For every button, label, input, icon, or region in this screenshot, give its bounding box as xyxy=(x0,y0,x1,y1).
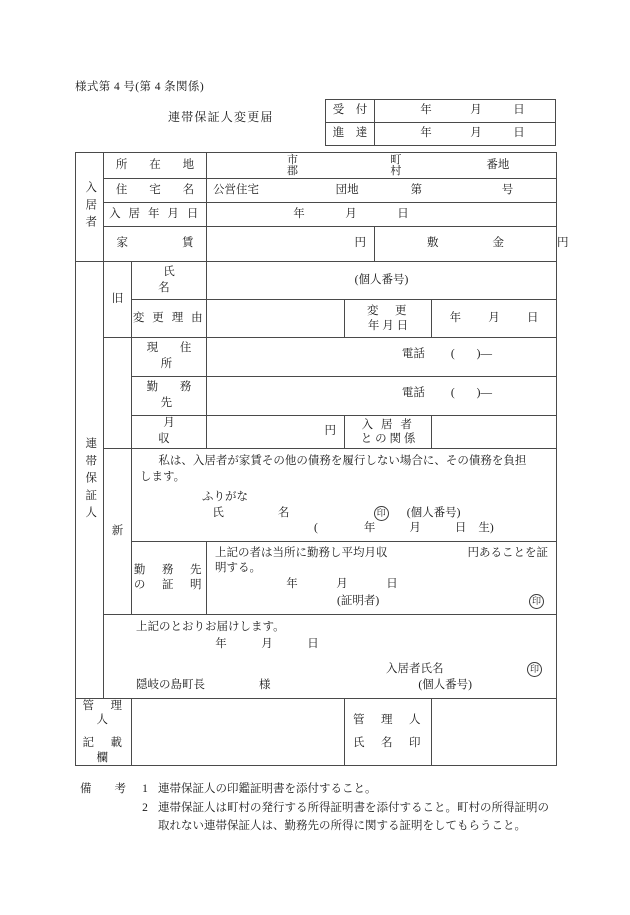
receipt-date-field[interactable] xyxy=(375,100,556,123)
manager-entry-label xyxy=(76,698,139,766)
current-tel-paren-close: ) xyxy=(476,348,481,361)
old-my-number-label: (個人番号) xyxy=(354,273,409,286)
move-in-date-field[interactable] xyxy=(207,203,557,227)
row-rent-deposit xyxy=(76,227,557,262)
forward-day: 日 xyxy=(513,127,525,140)
employment-cert-text-b: 円あることを証 xyxy=(467,546,549,559)
row-employment-cert xyxy=(76,541,557,614)
workplace-tel-paren-open: ( xyxy=(450,387,455,400)
remarks-number-1: 1 xyxy=(142,783,148,795)
document-title: 連帯保証人変更届 xyxy=(168,110,274,124)
main-form-table xyxy=(75,152,569,766)
birth-day: 日 xyxy=(454,522,467,535)
old-marker-label: 旧 xyxy=(111,292,124,305)
current-address-tel-label: 電話 xyxy=(401,348,425,361)
receipt-row-uketsuke xyxy=(326,100,556,123)
row-move-in-date xyxy=(76,203,557,227)
guarantor-side-label-cell xyxy=(76,262,104,699)
employment-cert-label xyxy=(132,541,207,614)
manager-entry-label-line2: 記 載 欄 xyxy=(82,737,139,764)
addressee-honorific: 様 xyxy=(259,679,271,692)
relation-label-line2: と の 関 係 xyxy=(360,433,416,445)
change-reason-label: 変 更 理 由 xyxy=(132,300,207,338)
receipt-box xyxy=(325,99,556,146)
addressee-label: 隠岐の島町長 xyxy=(136,679,205,692)
old-marker-cell xyxy=(104,262,132,338)
resident-name-row[interactable] xyxy=(386,662,546,678)
row-current-address xyxy=(76,338,557,377)
move-in-date-label: 入 居 年 月 日 xyxy=(104,203,207,227)
monthly-income-unit: 円 xyxy=(324,425,337,438)
forward-year: 年 xyxy=(420,127,432,140)
new-marker-label: 新 xyxy=(111,524,124,537)
rent-label: 家 賃 xyxy=(104,227,207,262)
remarks-item xyxy=(80,780,570,799)
resident-name-label: 入居者氏名 xyxy=(386,662,444,675)
forward-date-field[interactable] xyxy=(375,123,556,146)
declaration-line2: します。 xyxy=(140,470,186,483)
gou-label: 号 xyxy=(501,183,514,196)
remarks-block xyxy=(80,780,570,836)
cert-year: 年 xyxy=(286,577,298,590)
housing-name-label: 住 宅 名 xyxy=(104,179,207,203)
row-new-declaration xyxy=(76,449,557,542)
workplace-label: 勤 務 先 xyxy=(132,377,207,416)
employment-cert-line2: 明する。 xyxy=(215,562,262,575)
employment-cert-line1 xyxy=(215,546,548,562)
resident-side-label: 入居者 xyxy=(84,181,97,233)
move-in-month: 月 xyxy=(345,207,357,220)
change-month: 月 xyxy=(488,311,500,324)
workplace-tel-paren-close: ) xyxy=(476,387,481,400)
receipt-year: 年 xyxy=(420,104,432,117)
submission-date-row[interactable] xyxy=(198,637,546,653)
dai-label: 第 xyxy=(410,183,423,196)
new-name-label: 氏 名 xyxy=(212,506,300,519)
manager-entry-field[interactable] xyxy=(132,698,345,766)
current-address-label: 現 住 所 xyxy=(132,338,207,377)
employment-cert-label-line2: の 証 明 xyxy=(133,578,205,591)
guarantor-side-label: 連帯保証人 xyxy=(84,436,97,523)
birth-year: 年 xyxy=(363,522,376,535)
deposit-label: 敷 金 xyxy=(375,227,557,262)
resident-seal-icon: 印 xyxy=(527,662,542,677)
certifier-label: (証明者) xyxy=(337,595,380,608)
row-old-name xyxy=(76,262,557,300)
manager-name-seal-field[interactable] xyxy=(432,698,557,766)
banchi-label: 番地 xyxy=(486,158,510,171)
remarks-label: 備 考 xyxy=(80,783,132,795)
addressee-row xyxy=(114,678,546,694)
forward-month: 月 xyxy=(470,127,482,140)
change-year: 年 xyxy=(449,311,462,324)
village-label: 村 xyxy=(390,164,402,177)
employment-cert-date-row[interactable] xyxy=(267,577,548,593)
location-field[interactable] xyxy=(207,153,557,179)
birth-paren-open: ( xyxy=(314,522,318,535)
location-label: 所 在 地 xyxy=(104,153,207,179)
new-marker-cell xyxy=(104,449,132,615)
row-location xyxy=(76,153,557,179)
change-date-label-line2: 年 月 日 xyxy=(367,319,409,332)
danchi-label: 団地 xyxy=(335,183,359,196)
change-day: 日 xyxy=(526,311,539,324)
old-name-field[interactable] xyxy=(207,262,557,300)
workplace-tel-label: 電話 xyxy=(401,387,425,400)
certifier-seal-icon: 印 xyxy=(529,594,544,609)
rent-field[interactable] xyxy=(207,227,375,262)
submission-year: 年 xyxy=(215,638,227,651)
receipt-day: 日 xyxy=(513,104,525,117)
form-number: 様式第 4 号(第 4 条関係) xyxy=(75,81,205,93)
county-label: 郡 xyxy=(286,164,298,177)
move-in-year: 年 xyxy=(293,207,305,220)
employment-cert-text-a: 上記の者は当所に勤務し平均月収 xyxy=(215,546,388,559)
housing-name-field[interactable] xyxy=(207,179,557,203)
declaration-line1: 私は、入居者が家賃その他の債務を履行しない場合に、その債務を負担 xyxy=(158,455,527,467)
remarks-spacer xyxy=(80,799,132,818)
current-address-field[interactable] xyxy=(207,338,557,377)
receipt-row-shintatsu xyxy=(326,123,556,146)
cert-day: 日 xyxy=(386,577,398,590)
cert-month: 月 xyxy=(336,577,348,590)
remarks-text-1: 連帯保証人の印鑑証明書を添付すること。 xyxy=(158,783,377,795)
furigana-label: ふりがな xyxy=(202,491,248,504)
old-blank-spacer-cell xyxy=(104,338,132,449)
row-change-reason xyxy=(76,300,557,338)
submission-my-number-label: (個人番号) xyxy=(418,679,473,692)
change-date-label xyxy=(345,300,432,338)
row-monthly-income xyxy=(76,416,557,449)
workplace-tel-dash: — xyxy=(480,387,493,400)
manager-name-seal-line1: 管 理 人 xyxy=(352,714,424,727)
birthdate-row[interactable] xyxy=(314,521,548,537)
city-county-stack xyxy=(287,155,298,177)
forward-label: 進 達 xyxy=(326,123,375,146)
row-housing-name xyxy=(76,179,557,203)
workplace-field[interactable] xyxy=(207,377,557,416)
new-declaration-cell xyxy=(132,449,557,542)
town-label: 町 xyxy=(390,153,402,166)
change-date-field[interactable] xyxy=(432,300,557,338)
new-name-row[interactable] xyxy=(202,506,548,522)
public-housing-text: 公営住宅 xyxy=(213,183,260,196)
remarks-continuation-2: 取れない連帯保証人は、勤務先の所得に関する証明をしてもらうこと。 xyxy=(158,820,526,833)
receipt-month: 月 xyxy=(470,104,482,117)
current-tel-dash: — xyxy=(480,348,493,361)
manager-name-seal-label xyxy=(345,698,432,766)
manager-name-seal-line2: 氏 名 印 xyxy=(352,737,424,750)
submission-cell xyxy=(104,614,557,698)
seal-icon: 印 xyxy=(374,506,389,521)
row-manager xyxy=(76,698,557,766)
monthly-income-label: 月 収 xyxy=(132,416,207,449)
remarks-text-2: 連帯保証人は町村の発行する所得証明書を添付すること。町村の所得証明の xyxy=(158,801,549,814)
employment-cert-label-line1: 勤 務 先 xyxy=(133,564,205,577)
birth-suffix: 生) xyxy=(478,522,494,535)
rent-unit: 円 xyxy=(354,237,367,250)
city-label: 市 xyxy=(286,153,298,166)
birth-month: 月 xyxy=(409,522,421,535)
row-workplace xyxy=(76,377,557,416)
remarks-number-2: 2 xyxy=(142,801,148,814)
row-submission xyxy=(76,614,557,698)
new-my-number-label: (個人番号) xyxy=(406,506,461,519)
resident-side-label-cell xyxy=(76,153,104,262)
certifier-row[interactable] xyxy=(215,594,548,610)
change-date-label-line1: 変 更 xyxy=(366,305,410,318)
current-tel-paren-open: ( xyxy=(450,348,455,361)
submission-statement: 上記のとおりお届けします。 xyxy=(136,620,285,633)
old-name-label: 氏 名 xyxy=(132,262,207,300)
manager-entry-label-line1: 管 理 人 xyxy=(82,699,139,727)
submission-month: 月 xyxy=(261,638,273,651)
change-reason-field[interactable] xyxy=(207,300,345,338)
remarks-item xyxy=(80,799,570,818)
move-in-day: 日 xyxy=(397,207,409,220)
relation-label xyxy=(345,416,432,449)
employment-cert-field[interactable] xyxy=(207,541,557,614)
relation-field[interactable] xyxy=(432,416,557,449)
relation-label-line1: 入 居 者 xyxy=(361,418,415,431)
submission-day: 日 xyxy=(307,638,319,651)
deposit-unit: 円 xyxy=(557,237,569,250)
receipt-label: 受 付 xyxy=(326,100,375,123)
town-village-stack xyxy=(390,155,401,177)
